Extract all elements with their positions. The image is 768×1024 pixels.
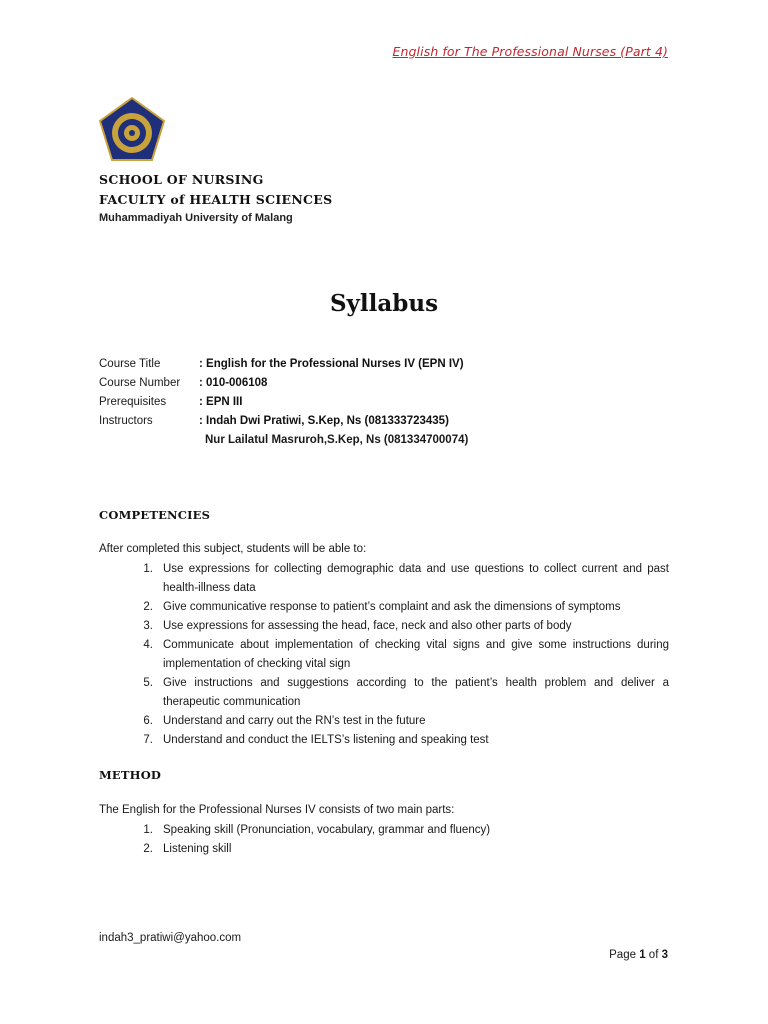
prerequisites-label: Prerequisites (99, 396, 167, 408)
course-info (99, 355, 468, 450)
instructor-1: : Indah Dwi Pratiwi, S.Kep, Ns (081333723435) (199, 415, 449, 427)
page-current: 1 (639, 949, 646, 961)
instructor-2: Nur Lailatul Masruroh,S.Kep, Ns (081334700074) (205, 434, 469, 446)
list-item: 5. Give instructions and suggestions according to the patient’s health problem and deliver a therapeutic communication (143, 677, 669, 708)
institution-block (99, 170, 332, 226)
instructors-row (99, 412, 468, 431)
list-item: 7. Understand and conduct the IELTS’s listening and speaking test (143, 734, 489, 746)
document-title: Syllabus (329, 290, 439, 317)
footer-email: indah3_pratiwi@yahoo.com (99, 932, 242, 944)
list-item: 1. Speaking skill (Pronunciation, vocabulary, grammar and fluency) (143, 824, 491, 836)
competencies-list (99, 560, 669, 750)
school-name: SCHOOL OF NURSING (99, 172, 264, 187)
list-item: 6. Understand and carry out the RN’s test in the future (143, 715, 426, 727)
list-item: 2. Listening skill (143, 843, 232, 855)
faculty-name: FACULTY of HEALTH SCIENCES (99, 192, 333, 207)
list-item: 4. Communicate about implementation of checking vital signs and give some instructions during implementation of checking vital sign (143, 639, 669, 670)
method-intro: The English for the Professional Nurses IV consists of two main parts: (99, 804, 455, 816)
list-item: 1. Use expressions for collecting demographic data and use questions to collect current and past health-illness data (143, 563, 669, 594)
page-of: of (648, 949, 659, 961)
competencies-intro: After completed this subject, students will be able to: (99, 543, 367, 555)
method-heading: METHOD (99, 768, 162, 782)
course-title-value: : English for the Professional Nurses IV (EPN IV) (199, 358, 464, 370)
prerequisites-row (99, 393, 468, 412)
course-number-row (99, 374, 468, 393)
course-title-label: Course Title (99, 358, 161, 370)
instructors-label: Instructors (99, 415, 153, 427)
running-header: English for The Professional Nurses (Part 4) (392, 44, 668, 59)
course-title-row (99, 355, 468, 374)
list-item: 2. Give communicative response to patient’s complaint and ask the dimensions of symptoms (143, 601, 621, 613)
university-seal-logo (96, 96, 168, 164)
list-item: 3. Use expressions for assessing the head, face, neck and also other parts of body (143, 620, 572, 632)
course-number-value: : 010-006108 (199, 377, 268, 389)
page-label: Page (609, 949, 636, 961)
method-list (99, 821, 669, 859)
page-total: 3 (661, 949, 668, 961)
instructors-row-2 (99, 431, 468, 450)
prerequisites-value: : EPN III (199, 396, 243, 408)
competencies-heading: COMPETENCIES (99, 508, 211, 522)
page-number (609, 949, 668, 961)
university-name: Muhammadiyah University of Malang (99, 212, 293, 224)
course-number-label: Course Number (99, 377, 181, 389)
